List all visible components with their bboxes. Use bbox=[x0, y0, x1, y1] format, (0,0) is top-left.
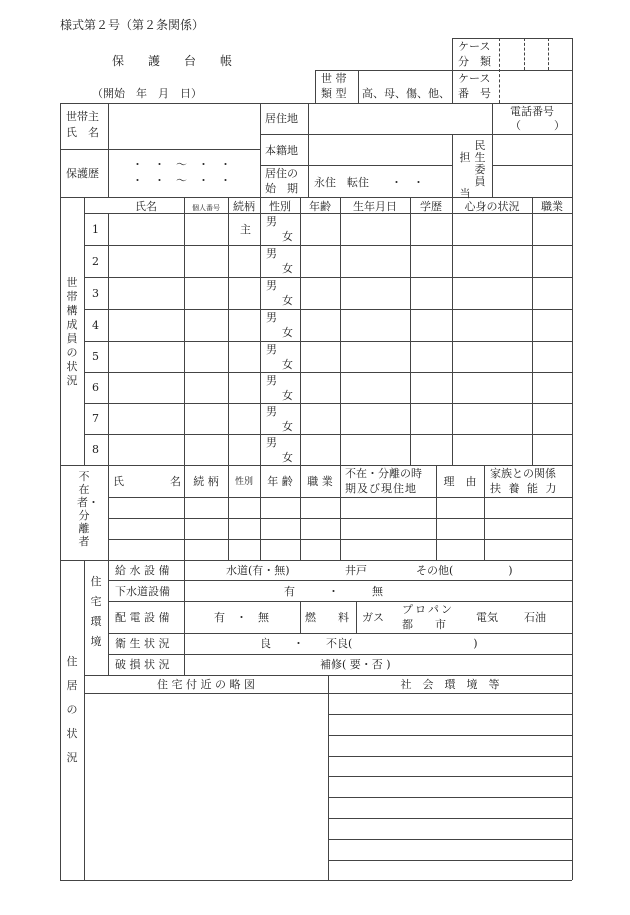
form-number: 様式第２号（第２条関係） bbox=[60, 18, 205, 32]
case-class-label-1: ケース bbox=[458, 40, 491, 53]
table-rule bbox=[108, 497, 572, 498]
domicile-label: 本籍地 bbox=[265, 144, 298, 157]
sex-male[interactable]: 男 bbox=[266, 311, 277, 324]
table-rule bbox=[108, 465, 109, 560]
fuel-electric[interactable]: 電気 bbox=[476, 611, 498, 624]
table-rule bbox=[108, 539, 572, 540]
header-education: 学歴 bbox=[420, 200, 442, 213]
table-rule bbox=[492, 103, 493, 197]
header-birthdate: 生年月日 bbox=[353, 200, 397, 213]
residence-start-value[interactable]: 永住 転住 ・ ・ bbox=[314, 176, 424, 189]
table-rule bbox=[60, 103, 61, 880]
fuel-oil[interactable]: 石油 bbox=[524, 611, 546, 624]
fuel-gas[interactable]: ガス bbox=[362, 611, 384, 624]
table-rule bbox=[358, 70, 359, 103]
abs-header-job: 職 業 bbox=[307, 475, 333, 488]
sex-male[interactable]: 男 bbox=[266, 247, 277, 260]
abs-header-period-2: 期及び現住地 bbox=[345, 482, 417, 495]
table-rule bbox=[60, 149, 260, 150]
sex-female[interactable]: 女 bbox=[282, 420, 293, 433]
table-rule bbox=[260, 197, 261, 465]
sewer-label: 下水道設備 bbox=[115, 585, 170, 598]
case-number-label-1: ケース bbox=[458, 72, 491, 85]
header-health: 心身の状況 bbox=[464, 200, 520, 213]
table-rule bbox=[108, 580, 572, 581]
abs-header-family-1: 家族との関係 bbox=[490, 467, 556, 480]
table-rule bbox=[572, 38, 573, 103]
abs-header-reason: 理 由 bbox=[443, 475, 477, 488]
neighborhood-map-area[interactable] bbox=[85, 694, 328, 880]
water-option-other[interactable]: その他( ) bbox=[416, 564, 513, 577]
table-rule bbox=[108, 213, 109, 465]
abs-header-age: 年 齢 bbox=[267, 475, 293, 488]
table-rule bbox=[60, 880, 572, 881]
table-rule bbox=[300, 601, 301, 633]
header-personal-number: 個人番号 bbox=[192, 204, 220, 212]
table-rule bbox=[328, 860, 572, 861]
power-label: 配 電 設 備 bbox=[115, 611, 170, 624]
sex-male[interactable]: 男 bbox=[266, 405, 277, 418]
table-rule bbox=[452, 38, 453, 103]
table-rule bbox=[84, 675, 572, 676]
table-rule bbox=[308, 103, 309, 197]
row-number: 4 bbox=[92, 319, 99, 332]
table-rule bbox=[108, 103, 109, 197]
table-rule bbox=[60, 197, 572, 198]
table-rule bbox=[260, 165, 452, 166]
water-label: 給 水 設 備 bbox=[115, 564, 170, 577]
abs-header-relation: 続 柄 bbox=[193, 475, 219, 488]
table-rule bbox=[328, 675, 329, 880]
sex-female[interactable]: 女 bbox=[282, 451, 293, 464]
sanitation-value[interactable]: 良 ・ 不良( ) bbox=[260, 637, 478, 650]
protection-history-value-2[interactable]: ・ ・ ～ ・ ・ bbox=[132, 174, 231, 187]
table-rule bbox=[452, 197, 453, 465]
table-rule bbox=[84, 341, 572, 342]
protection-history-value-1[interactable]: ・ ・ ～ ・ ・ bbox=[132, 158, 231, 171]
start-date-label: （開始 年 月 日） bbox=[92, 87, 202, 100]
abs-header-name-b: 名 bbox=[170, 475, 181, 488]
case-class-label-2: 分 類 bbox=[458, 55, 491, 68]
table-rule bbox=[84, 245, 572, 246]
householder-label-2: 氏 名 bbox=[66, 126, 99, 139]
table-rule bbox=[492, 165, 572, 166]
table-rule bbox=[228, 197, 229, 465]
table-rule bbox=[328, 735, 572, 736]
table-rule bbox=[328, 818, 572, 819]
householder-label-1: 世帯主 bbox=[66, 110, 99, 123]
table-rule bbox=[356, 601, 357, 633]
table-rule bbox=[452, 38, 572, 39]
sex-male[interactable]: 男 bbox=[266, 215, 277, 228]
sex-female[interactable]: 女 bbox=[282, 358, 293, 371]
social-environment-label: 社 会 環 境 等 bbox=[400, 678, 500, 691]
neighborhood-map-label: 住 宅 付 近 の 略 図 bbox=[157, 678, 255, 691]
table-rule bbox=[328, 797, 572, 798]
phone-parens[interactable]: （ ） bbox=[510, 119, 565, 132]
table-rule bbox=[328, 714, 572, 715]
household-type-label-1: 世 帯 bbox=[321, 72, 347, 85]
row-number: 6 bbox=[92, 381, 99, 394]
residence-start-label-2: 始 期 bbox=[265, 182, 298, 195]
row-number: 3 bbox=[92, 287, 99, 300]
table-rule bbox=[108, 633, 572, 634]
table-rule bbox=[60, 560, 572, 561]
table-rule bbox=[315, 70, 572, 71]
table-rule bbox=[340, 465, 341, 560]
row-number: 1 bbox=[92, 223, 99, 236]
table-rule bbox=[84, 372, 572, 373]
table-rule bbox=[60, 103, 572, 104]
table-rule bbox=[108, 601, 572, 602]
sex-female[interactable]: 女 bbox=[282, 326, 293, 339]
protection-history-label: 保護歴 bbox=[66, 167, 99, 180]
table-rule bbox=[84, 434, 572, 435]
row-number: 5 bbox=[92, 350, 99, 363]
power-value[interactable]: 有 ・ 無 bbox=[214, 611, 269, 624]
table-rule bbox=[108, 654, 572, 655]
table-rule bbox=[484, 465, 485, 560]
table-rule bbox=[84, 277, 572, 278]
case-number-label-2: 番 号 bbox=[458, 87, 491, 100]
table-rule bbox=[524, 38, 525, 70]
fuel-label: 燃 料 bbox=[305, 611, 349, 624]
table-rule bbox=[60, 465, 572, 466]
sex-male[interactable]: 男 bbox=[266, 343, 277, 356]
sanitation-label: 衛 生 状 況 bbox=[115, 637, 170, 650]
table-rule bbox=[84, 213, 572, 214]
sex-male[interactable]: 男 bbox=[266, 279, 277, 292]
sex-female[interactable]: 女 bbox=[282, 294, 293, 307]
table-rule bbox=[548, 38, 549, 70]
table-rule bbox=[84, 403, 572, 404]
sex-male[interactable]: 男 bbox=[266, 374, 277, 387]
table-rule bbox=[108, 518, 572, 519]
header-sex: 性別 bbox=[269, 200, 291, 213]
damage-label: 破 損 状 況 bbox=[115, 658, 170, 671]
sex-female[interactable]: 女 bbox=[282, 262, 293, 275]
table-rule bbox=[410, 197, 411, 465]
form-title: 保 護 台 帳 bbox=[112, 54, 233, 68]
table-rule bbox=[300, 197, 301, 465]
table-rule bbox=[328, 776, 572, 777]
commissioner-label-right: 民生委員 bbox=[474, 139, 486, 188]
table-rule bbox=[184, 197, 185, 465]
table-rule bbox=[340, 197, 341, 465]
table-rule bbox=[84, 197, 85, 465]
household-type-options[interactable]: 高、母、傷、他、 bbox=[362, 87, 450, 100]
absentees-section-label: 不在者・分離者 bbox=[77, 470, 99, 548]
table-rule bbox=[328, 839, 572, 840]
table-rule bbox=[532, 197, 533, 465]
commissioner-label-left: 担当 bbox=[459, 151, 471, 200]
header-age: 年齢 bbox=[309, 200, 331, 213]
header-name: 氏名 bbox=[135, 200, 157, 213]
residence-start-label-1: 居住の bbox=[265, 167, 298, 180]
header-occupation: 職業 bbox=[541, 200, 563, 213]
members-section-label: 世帯構成員の状況 bbox=[66, 276, 78, 387]
header-relation: 続柄 bbox=[233, 200, 255, 213]
water-option-well[interactable]: 井戸 bbox=[345, 564, 367, 577]
table-rule bbox=[452, 134, 453, 197]
water-option-tap[interactable]: 水道(有・無) bbox=[226, 564, 290, 577]
residence-label: 居住地 bbox=[265, 112, 298, 125]
table-rule bbox=[260, 103, 261, 197]
sex-male[interactable]: 男 bbox=[266, 436, 277, 449]
abs-header-family-2: 扶 養 能 力 bbox=[490, 482, 559, 495]
housing-env-label: 住宅環境 bbox=[90, 575, 102, 648]
household-type-label-2: 類 型 bbox=[321, 87, 347, 100]
abs-header-sex: 性別 bbox=[234, 477, 253, 487]
table-rule bbox=[260, 134, 572, 135]
housing-section-label: 住居の状況 bbox=[66, 655, 78, 764]
table-rule bbox=[499, 38, 500, 103]
table-rule bbox=[184, 560, 185, 675]
sex-female[interactable]: 女 bbox=[282, 389, 293, 402]
table-rule bbox=[108, 560, 109, 675]
table-rule bbox=[328, 756, 572, 757]
fuel-city[interactable]: 都 市 bbox=[402, 618, 446, 631]
row-number: 7 bbox=[92, 412, 99, 425]
row-number: 8 bbox=[92, 443, 99, 456]
table-rule bbox=[572, 103, 573, 880]
damage-value[interactable]: 補修( 要・否 ) bbox=[320, 658, 391, 671]
table-rule bbox=[315, 70, 316, 103]
sewer-value[interactable]: 有 ・ 無 bbox=[284, 585, 383, 598]
phone-label: 電話番号 bbox=[510, 105, 554, 118]
table-rule bbox=[84, 309, 572, 310]
abs-header-period-1: 不在・分離の時 bbox=[345, 467, 422, 480]
fuel-propane[interactable]: プロパン bbox=[402, 603, 454, 616]
row-relation: 主 bbox=[240, 223, 251, 236]
abs-header-name-a: 氏 bbox=[113, 475, 124, 488]
sex-female[interactable]: 女 bbox=[282, 230, 293, 243]
row-number: 2 bbox=[92, 255, 99, 268]
